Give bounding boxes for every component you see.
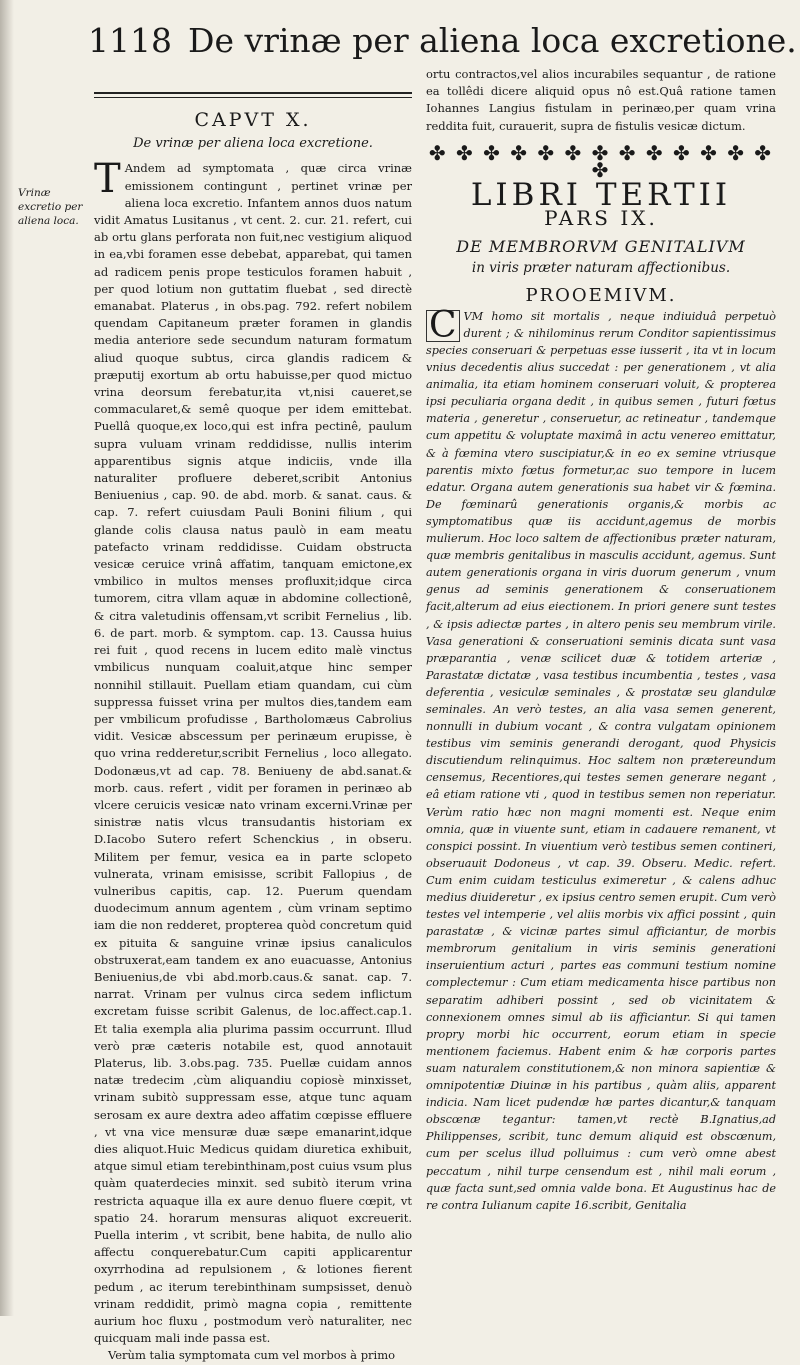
part-title: PARS IX. xyxy=(544,206,658,231)
fleuron-ornament: ✤ ✤ ✤ ✤ ✤ ✤ ✤ ✤ ✤ ✤ ✤ ✤ ✤ ✤ xyxy=(428,140,774,183)
section-heading: DE MEMBRORVM GENITALIVM xyxy=(456,236,746,256)
prooemium-body xyxy=(426,304,776,1214)
book-title: LIBRI TERTII xyxy=(470,177,732,214)
chapter-body xyxy=(94,156,412,1347)
page-number: 1118 xyxy=(88,21,172,60)
margin-note: Vrinæ excretio per aliena loca. xyxy=(18,187,83,227)
prooemium-body-text: VM homo sit mortalis , neque indiuiduâ perpetuò durent ; & nihilominus rerum Conditor sapientissimus species conseruari & perpetuas esse iusserit , ita vt in locum vnius decedentis alius succedat : per generationem , vt alia animalia, ita etiam hominem conseruari voluit, & propterea ipsi peculiaria organa dedit , in quibus semen , futuri fœtus materia , generetur , conseruetur, ac retineatur , tandemque cum appetitu & voluptate maximâ in actu venereo emittatur, & à fœmina vtero suscipiatur,& in eo ex semine vtriusque parentis mixto fœtus formetur,ac suo tempore in lucem edatur. Organa autem generationis sua habet vir & fœmina. De fœminarû generationis organis,& morbis ac symptomatibus quæ iis accidunt,agemus de morbis mulierum. Hoc loco saltem de affectionibus præter naturam, quæ membris genitalibus in masculis accidunt, agemus. Sunt autem generationis organa in viris duorum generum , vnum genus ad seminis generationem & conseruationem facit,alterum ad eius eiectionem. In priori genere sunt testes , & ipsis adiectæ partes , in altero penis seu membrum virile. Vasa generationi & conseruationi seminis dicata sunt vasa præparantia , venæ scilicet duæ & totidem arteriæ , Parastatæ dictatæ , vasa testibus incumbentia , testes , vasa deferentia , vesiculæ seminales , & prostatæ seu glandulæ seminales. An verò testes, an alia vasa semen generent, nonnulli in dubium vocant , & contra vulgatam opinionem testibus vim seminis generandi derogant, quod Physicis discutiendum relinquimus. Hoc saltem non prætereundum censemus, Recentiores,qui testes semen generare negant , eâ etiam ratione vti , quod in testibus semen non reperiatur. Verùm ratio hæc non magni momenti est. Neque enim omnia, quæ in viuente sunt, etiam in cadauere remanent, vt conspici possint. In viuentium verò testibus semen contineri, obseruauit Dodoneus , vt cap. 39. Obseru. Medic. refert. Cum enim cuidam testiculus eximeretur , & calens adhuc medius diuideretur , ex ipsius centro semen erupit. Cum verò testes vel intemperie , vel aliis morbis vix affici possint , quin parastatæ , & vicinæ partes simul afficiantur, de morbis membrorum genitalium in viris seminis generationi inseruientium acturi , partes eas communi testium nomine complectemur : Cum etiam medicamenta hisce partibus non separatim adhiberi possint , sed ob vicinitatem & connexionem omnes simul ab iis afficiantur. Si qui tamen propry morbi hic occurrent, eorum etiam in specie mentionem faciemus. Habent enim & hæ corporis partes suam naturalem constitutionem,& non minora sapientiæ & omnipotentiæ Diuinæ in his partibus , quàm aliis, apparent indicia. Nam licet pudendæ hæ partes dicantur,& tanquam obscœnæ tegantur: tamen,vt rectè B.Ignatius,ad Philippenses, scribit, tunc demum aliquid est obscœnum, cum per scelus illud polluimus : cum verò omne abest peccatum , nihil turpe censendum est , nihil mali eorum , quæ facta sunt,sed omnia valde bona. Et Augustinus hac de re contra Iulianum capite 16.scribit, Genitalia xyxy=(426,309,776,1212)
chapter-subtitle: De vrinæ per aliena loca excretione. xyxy=(133,136,373,152)
drop-cap: C xyxy=(426,310,460,342)
section-subheading: in viris præter naturam affectionibus. xyxy=(471,259,731,276)
running-title: De vrinæ per aliena loca excretione. xyxy=(187,21,797,60)
left-column xyxy=(94,66,412,1365)
header-rule xyxy=(94,92,412,98)
continued-text: ortu contractos,vel alios incurabiles sequantur , de ratione ea tollêdi dicere aliquid opus nô est.Quâ ratione tamen Iohannes Langius fistulam in perinæo,per quam vrina reddita fuit, curauerit, supra de fistulis vesicæ dictum. xyxy=(426,67,776,133)
prooemium-heading: PROOEMIVM. xyxy=(525,284,677,306)
chapter-last-line: Verùm talia symptomata cum vel morbos à primo xyxy=(108,1348,396,1363)
running-header xyxy=(88,16,797,66)
page-gutter-shadow xyxy=(0,0,14,1316)
chapter-body-text: Andem ad symptomata , quæ circa vrinæ emissionem contingunt , pertinet vrinæ per aliena loca excretio. Infantem annos duos natum vidit Amatus Lusitanus , vt cent. 2. cur. 21. refert, cui ab ortu glans perforata non fuit,nec vestigium aliquod in ea,vbi foramen esse debebat, apparebat, qui tamen ad radicem penis prope testiculos foramen habuit , per quod lotium non guttatim fluebat , sed directè emanabat. Platerus , in obs.pag. 792. refert nobilem quendam Capitaneum præter foramen in glandis media anteriore sede secundum naturam formatum aliud quoque subtus, circa glandis radicem & præputij exortum ab ortu habuisse,per quod mictuo vrina deorsum ferebatur,ita vt,nisi caueret,se commacularet,& semê quoque per idem emittebat. Puellâ quoque,ex loco,qui est infra pectinê, paulum supra vuluam vrinam reddidisse, nullis interim apparentibus signis atque indiciis, vnde illa naturaliter profluere deberet,scribit Antonius Beniuenius , cap. 90. de abd. morb. & sanat. caus. & cap. 7. refert cuiusdam Pauli Bonini filium , qui glande colis clausa natus paulò in eam meatu patefacto vrinam reddidisse. Cuidam obstructa vesicæ ceruice vrinâ affatim, tanquam emictone,ex vmbilico in multos menses profluxit;idque circa tumorem, citra vllam aquæ in abdomine collectionê, & citra valetudinis offensam,vt scribit Fernelius , lib. 6. de part. morb. & symptom. cap. 13. Caussa huius rei fuit , quod recens in lucem edito malè vinctus vmbilicus nunquam coaluit,atque hinc semper nonnihil stillauit. Puellam etiam quandam, cui cùm suppressa fuisset vrina per multos dies,tandem eam per vmbilicum profudisse , Bartholomæus Cabrolius vidit. Vesicæ abscessum per perinæum erupisse, è quo vrina redderetur,scribit Fernelius , loco allegato. Dodonæus,vt ad cap. 78. Beniueny de abd.sanat.& morb. caus. refert , vidit per foramen in perinæo ab vlcere ceruicis vesicæ nato vrinam excerni.Vrinæ per sinistræ natis vlcus transudantis historiam ex D.Iacobo Sutero refert Schenckius , in obseru. Militem per femur, vesica ea in parte sclopeto vulnerata, vrinam emisisse, scribit Fallopius , de vulneribus capitis, cap. 12. Puerum quendam duodecimum annum agentem , cùm vrinam septimo iam die non redderet, propterea quòd concretum quid ex pituita & sanguine vrinæ ipsius canaliculos obstruxerat,eam tandem ex ano euacuasse, Antonius Beniuenius,de vbi abd.morb.caus.& sanat. cap. 7. narrat. Vrinam per vulnus circa sedem inflictum excretam fuisse scribit Galenus, de loc.affect.cap.1. Et talia exempla alia plurima passim occurrunt. Illud verò præ cæteris notabile est, quod annotauit Platerus, lib. 3.obs.pag. 735. Puellæ cuidam annos natæ tredecim ,cùm aliquandiu copiosè minxisset, vrinam subitò suppressam esse, atque tunc aquam serosam ex aure dextra adeo affatim cœpisse effluere , vt vna vice mensuræ duæ sæpe emanarint,idque dies aliquot.Huic Medicus quidam diuretica exhibuit, atque simul etiam terebinthinam,post cuius vsum plus quàm quaterdecies minxit. sed subitò iterum vrina restricta aquaque illa ex aure denuo fluere cœpit, vt spatio 24. horarum mensuras aliquot excreuerit. Puella interim , vt scribit, bene habita, de nullo alio affectu conquerebatur.Cum capiti applicarentur oxyrrhodina ad repulsionem , & lotiones fierent pedum , ac iterum terebinthinam sumpsisset, denuò vrinam reddidit, primò magna copia , remittente aurium hoc fluxu , postmodum verò naturaliter, nec quicquam mali inde passa est. xyxy=(94,161,412,1346)
chapter-title: CAPVT X. xyxy=(194,109,312,131)
right-column xyxy=(426,66,776,1214)
drop-cap: T xyxy=(94,156,121,203)
